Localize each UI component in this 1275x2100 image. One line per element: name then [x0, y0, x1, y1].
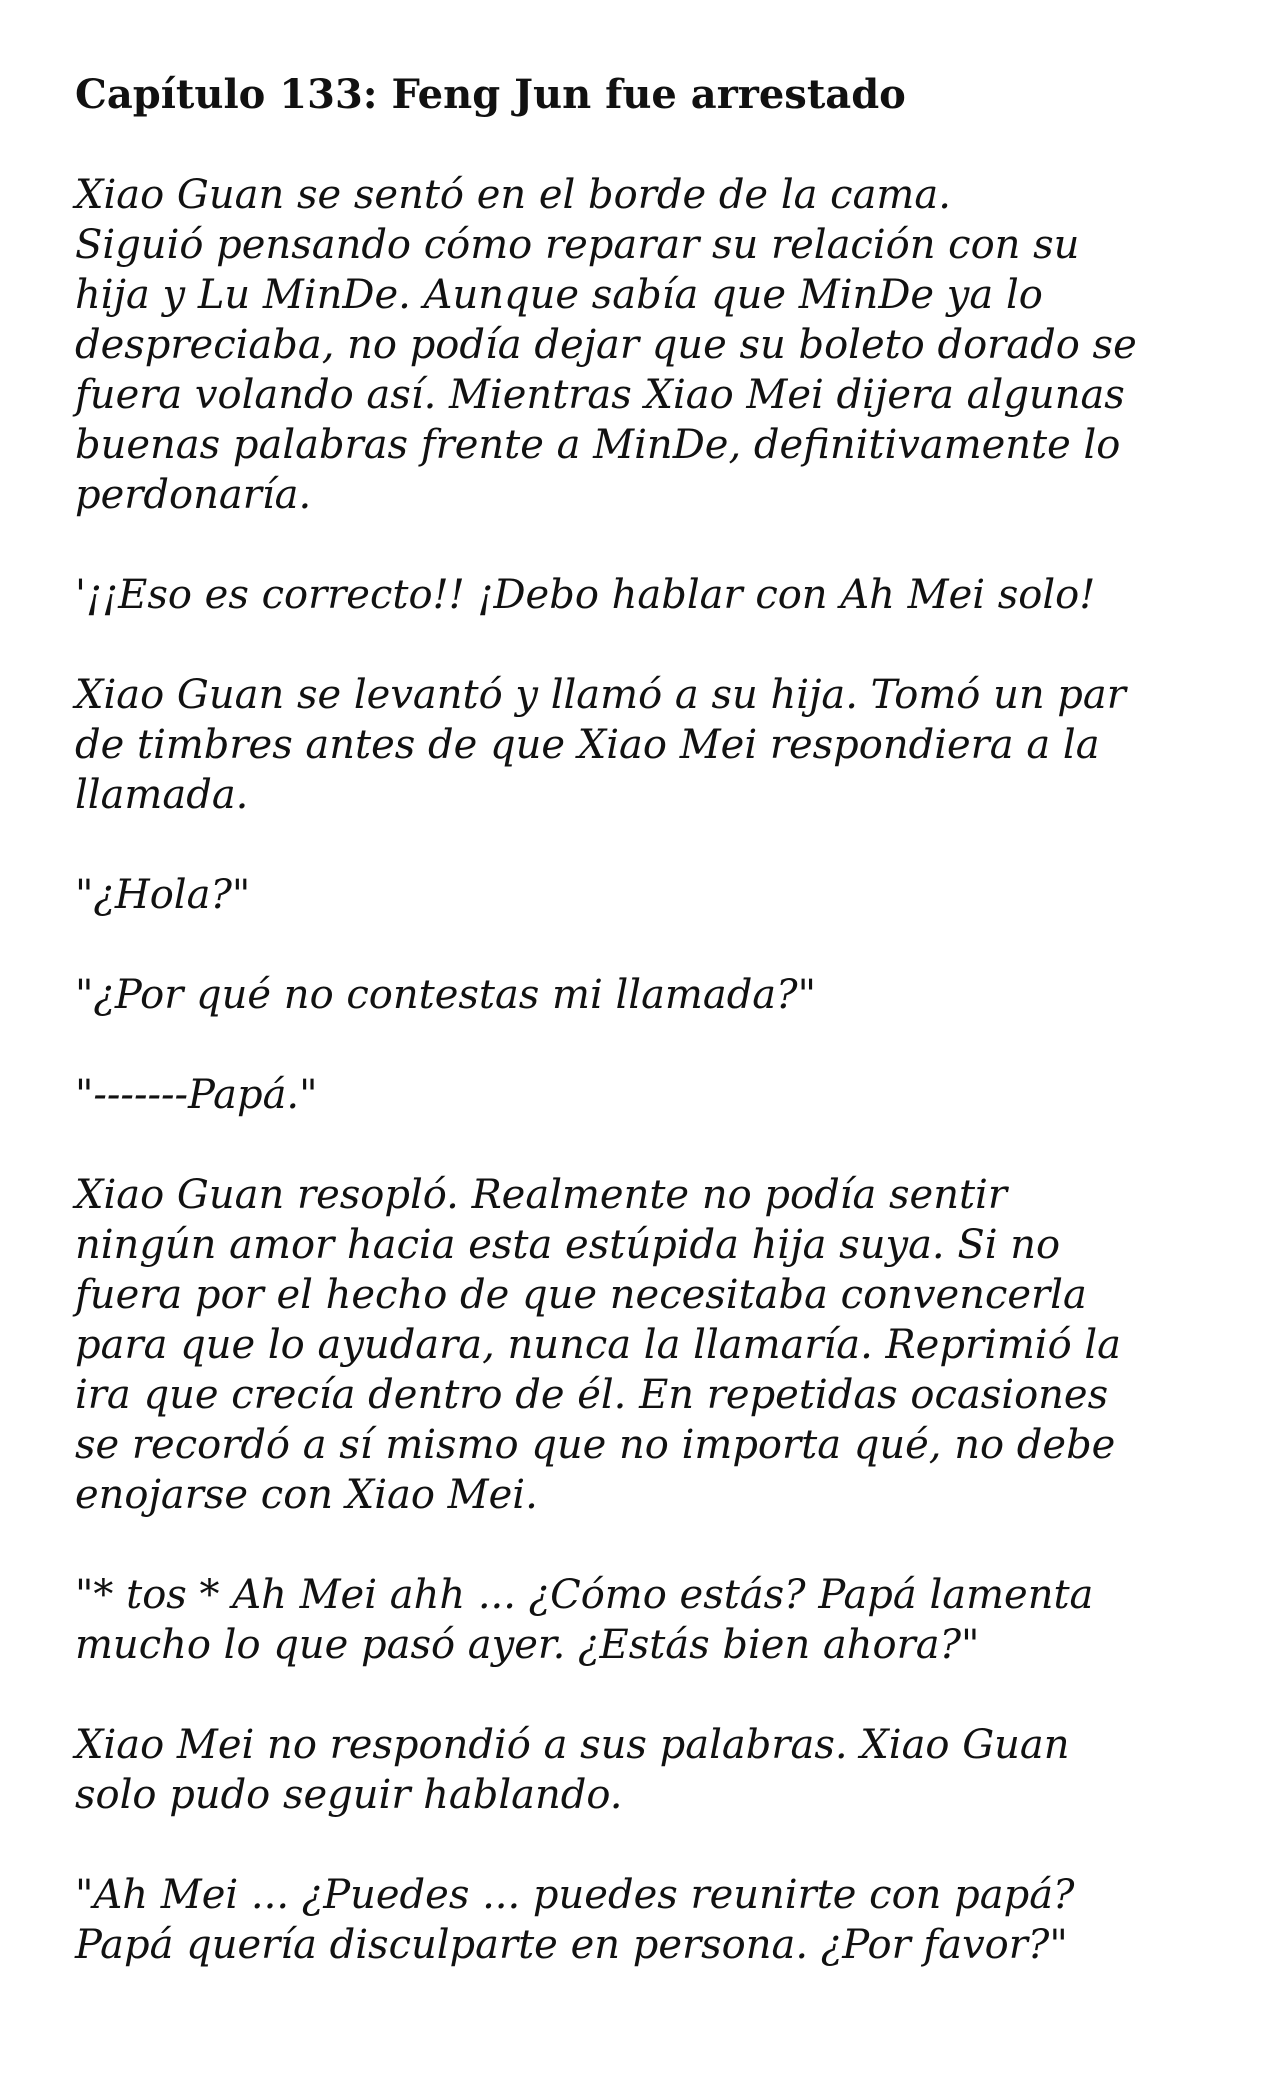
paragraph — [75, 870, 1205, 920]
text-line: "¿Hola?" — [75, 872, 251, 918]
text-line: fuera por el hecho de que necesitaba convencerla — [75, 1272, 1087, 1318]
text-line: Papá quería disculparte en persona. ¿Por favor?" — [75, 1922, 1068, 1968]
document-page — [75, 70, 1205, 2020]
text-line: de timbres antes de que Xiao Mei respondiera a la — [75, 722, 1100, 768]
text-line: solo pudo seguir hablando. — [75, 1772, 623, 1818]
paragraph — [75, 1570, 1205, 1670]
text-line: llamada. — [75, 772, 249, 818]
text-line: "Ah Mei ... ¿Puedes ... puedes reunirte con papá? — [75, 1872, 1075, 1918]
chapter-body — [75, 170, 1205, 1970]
text-line: ira que crecía dentro de él. En repetidas ocasiones — [75, 1372, 1109, 1418]
text-line: hija y Lu MinDe. Aunque sabía que MinDe ya lo — [75, 272, 1043, 318]
paragraph — [75, 670, 1205, 820]
text-line: enojarse con Xiao Mei. — [75, 1472, 538, 1518]
paragraph — [75, 1870, 1205, 1970]
paragraph — [75, 1720, 1205, 1820]
text-line: "-------Papá." — [75, 1072, 318, 1118]
paragraph — [75, 570, 1205, 620]
paragraph — [75, 970, 1205, 1020]
chapter-title: Capítulo 133: Feng Jun fue arrestado — [75, 71, 906, 118]
text-line: '¡¡Eso es correcto!! ¡Debo hablar con Ah Mei solo! — [75, 572, 1096, 618]
text-line: buenas palabras frente a MinDe, definitivamente lo — [75, 422, 1121, 468]
text-line: despreciaba, no podía dejar que su boleto dorado se — [75, 322, 1137, 368]
text-line: Xiao Guan se levantó y llamó a su hija. Tomó un par — [75, 672, 1126, 718]
text-line: Xiao Guan se sentó en el borde de la cama. — [75, 172, 951, 218]
text-line: fuera volando así. Mientras Xiao Mei dijera algunas — [75, 372, 1125, 418]
paragraph — [75, 1170, 1205, 1520]
text-line: Xiao Guan resopló. Realmente no podía sentir — [75, 1172, 1007, 1218]
text-line: para que lo ayudara, nunca la llamaría. Reprimió la — [75, 1322, 1122, 1368]
text-line: "¿Por qué no contestas mi llamada?" — [75, 972, 816, 1018]
text-line: Xiao Mei no respondió a sus palabras. Xiao Guan — [75, 1722, 1070, 1768]
paragraph — [75, 1070, 1205, 1120]
text-line: "* tos * Ah Mei ahh ... ¿Cómo estás? Papá lamenta — [75, 1572, 1094, 1618]
text-line: ningún amor hacia esta estúpida hija suya. Si no — [75, 1222, 1061, 1268]
text-line: perdonaría. — [75, 472, 312, 518]
text-line: mucho lo que pasó ayer. ¿Estás bien ahora?" — [75, 1622, 980, 1668]
paragraph — [75, 170, 1205, 520]
text-line: Siguió pensando cómo reparar su relación con su — [75, 222, 1080, 268]
text-line: se recordó a sí mismo que no importa qué, no debe — [75, 1422, 1116, 1468]
